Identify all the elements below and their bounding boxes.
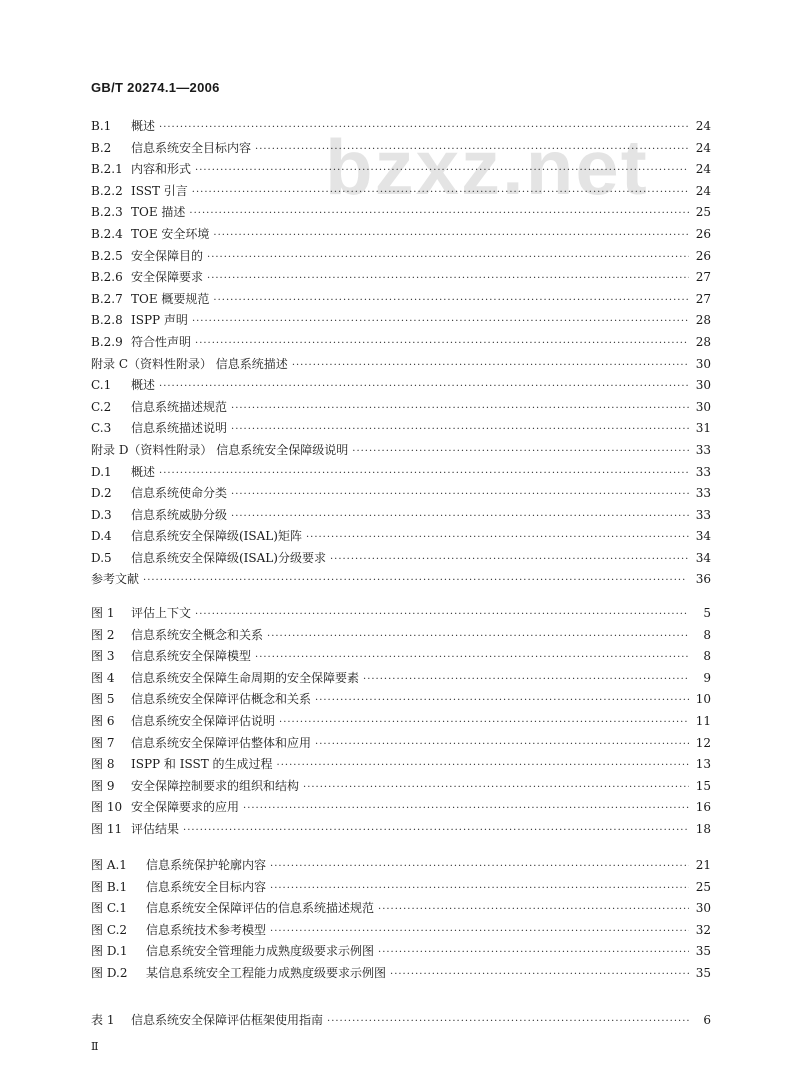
toc-entry-title: 信息系统安全保障评估的信息系统描述规范 [146,901,375,916]
toc-entry-page-number: 30 [695,356,711,371]
toc-dot-leader [352,441,689,463]
toc-tables-section [91,1010,711,1032]
toc-entry-number: 表 1 [91,1013,115,1027]
toc-entry-page-number: 35 [695,965,711,980]
toc-dot-leader [330,549,689,571]
toc-entry[interactable] [91,941,711,963]
toc-dot-leader [231,484,689,506]
toc-entry-number: 图 10 [91,800,123,815]
toc-dot-leader [378,899,689,921]
toc-entry-number: 图 2 [91,627,115,642]
toc-entry-title: 附录 C（资料性附录） 信息系统描述 [91,356,288,371]
toc-entry-title: 信息系统安全保障评估说明 [131,713,276,728]
toc-entry[interactable] [91,797,711,819]
toc-entry-page-number: 26 [695,226,711,241]
toc-entry[interactable] [91,548,711,570]
toc-entry-number: 图 4 [91,670,115,685]
toc-entry-title: 安全保障要求 [131,270,204,285]
toc-entry-number: C.2 [91,399,112,414]
toc-entry-page-number: 31 [695,421,711,436]
toc-dot-leader [195,604,689,626]
toc-dot-leader [192,311,689,333]
toc-entry[interactable] [91,267,711,289]
toc-dot-leader [315,690,689,712]
toc-entry-number: B.2.8 [91,313,123,328]
toc-entry-title: 信息系统安全保障生命周期的安全保障要素 [131,670,360,685]
toc-entry-page-number: 21 [695,858,711,872]
toc-dot-leader [277,755,689,777]
toc-entry-title: 信息系统保护轮廓内容 [146,858,267,872]
toc-entry[interactable] [91,116,711,138]
toc-entry-title: TOE 概要规范 [131,291,210,306]
toc-entry-page-number: 6 [703,1013,711,1027]
toc-entry-page-number: 33 [695,486,711,501]
toc-entry-number: C.1 [91,378,112,393]
toc-entry-page-number: 10 [695,692,711,707]
toc-entry-number: B.2.1 [91,162,123,177]
toc-dot-leader [363,669,689,691]
toc-dot-leader [183,820,689,842]
toc-dot-leader [292,355,689,377]
standard-code-header: GB/T 20274.1—2006 [91,80,220,95]
toc-entry[interactable] [91,375,711,397]
toc-entry-page-number: 36 [695,572,711,587]
toc-entry-page-number: 33 [695,442,711,457]
toc-entry-title: 信息系统技术参考模型 [146,922,267,937]
toc-entry-number: D.2 [91,486,112,501]
toc-entry[interactable] [91,898,711,920]
toc-entry-page-number: 8 [703,627,711,642]
toc-entry-number: D.3 [91,507,112,522]
toc-entry-page-number: 25 [695,879,711,894]
toc-entry[interactable] [91,855,711,877]
toc-dot-leader [231,419,689,441]
toc-entry-page-number: 25 [695,205,711,220]
toc-entry[interactable] [91,776,711,798]
toc-entry[interactable] [91,462,711,484]
toc-entry-page-number: 27 [695,270,711,285]
toc-entry-page-number: 12 [695,735,711,750]
toc-entry-number: 图 1 [91,606,115,620]
toc-entry[interactable] [91,754,711,776]
toc-entry[interactable] [91,689,711,711]
toc-entry-page-number: 8 [703,649,711,664]
toc-entry-title: 信息系统安全保障评估框架使用指南 [131,1013,324,1027]
toc-entry-title: 信息系统安全目标内容 [146,879,267,894]
toc-entry[interactable] [91,483,711,505]
toc-entry-title: 信息系统安全目标内容 [131,140,252,155]
toc-entry-number: 图 A.1 [91,858,127,872]
toc-entry-page-number: 30 [695,901,711,916]
toc-entry-page-number: 30 [695,378,711,393]
toc-entry-page-number: 24 [695,162,711,177]
toc-entry[interactable] [91,646,711,668]
toc-entry-page-number: 9 [703,670,711,685]
toc-entry-number: B.2 [91,140,112,155]
toc-entry-page-number: 24 [695,140,711,155]
toc-dot-leader [195,160,689,182]
toc-entry-title: 信息系统威胁分级 [131,507,228,522]
toc-entry[interactable] [91,138,711,160]
toc-dot-leader [143,570,689,592]
toc-entry-number: D.1 [91,464,112,479]
toc-entry-title: 符合性声明 [131,334,192,349]
toc-entry-title: 信息系统描述说明 [131,421,228,436]
toc-entry[interactable] [91,603,711,625]
toc-entry[interactable] [91,332,711,354]
toc-entry-page-number: 24 [695,119,711,133]
toc-dot-leader [213,225,689,247]
toc-entry-page-number: 30 [695,399,711,414]
toc-dot-leader [213,290,689,312]
toc-entry-title: 信息系统安全保障评估整体和应用 [131,735,312,750]
toc-entry-number: 图 D.1 [91,944,128,959]
toc-entry[interactable] [91,202,711,224]
toc-entry-title: 信息系统使命分类 [131,486,228,501]
toc-entry-number: 图 6 [91,713,115,728]
toc-entry-title: 信息系统安全保障级(ISAL)矩阵 [131,529,302,544]
toc-entry-title: TOE 描述 [131,205,186,220]
toc-dot-leader [270,856,689,878]
toc-entry-number: C.3 [91,421,112,436]
toc-dot-leader [243,798,689,820]
toc-dot-leader [270,921,689,943]
toc-entry-number: B.2.5 [91,248,123,263]
toc-entry[interactable] [91,625,711,647]
toc-entry-number: 图 7 [91,735,115,750]
toc-entry-page-number: 27 [695,291,711,306]
toc-dot-leader [231,506,689,528]
toc-entry-page-number: 15 [695,778,711,793]
watermark-text: bzxz.net [325,123,649,211]
toc-entry-number: 图 3 [91,649,115,664]
toc-dot-leader [303,777,689,799]
toc-entry-title: 附录 D（资料性附录） 信息系统安全保障级说明 [91,442,349,457]
toc-main-section [91,116,711,591]
toc-entry[interactable] [91,354,711,376]
toc-entry-number: 图 B.1 [91,879,128,894]
toc-entry-number: 图 8 [91,757,115,772]
toc-dot-leader [327,1011,689,1033]
toc-entry-title: 内容和形式 [131,162,192,177]
toc-entry-title: 信息系统安全保障级(ISAL)分级要求 [131,550,326,565]
toc-entry-title: 评估结果 [131,821,180,836]
toc-entry-number: 图 5 [91,692,115,707]
toc-entry-number: B.2.9 [91,334,123,349]
toc-entry-page-number: 34 [695,529,711,544]
toc-entry-page-number: 32 [695,922,711,937]
toc-entry-page-number: 11 [695,713,711,728]
toc-entry-number: 图 C.1 [91,901,128,916]
toc-entry[interactable] [91,159,711,181]
toc-entry[interactable] [91,418,711,440]
toc-dot-leader [231,398,689,420]
toc-entry[interactable] [91,963,711,985]
toc-entry-number: 图 D.2 [91,965,128,980]
toc-entry[interactable] [91,877,711,899]
toc-entry[interactable] [91,668,711,690]
toc-entry-title: TOE 安全环境 [131,226,210,241]
page-number-footer: Ⅱ [91,1040,99,1053]
toc-dot-leader [189,203,689,225]
toc-dot-leader [267,626,689,648]
toc-entry-title: 评估上下文 [131,606,192,620]
toc-entry-page-number: 18 [695,821,711,836]
toc-entry-title: 信息系统安全管理能力成熟度级要求示例图 [146,944,375,959]
toc-dot-leader [315,734,689,756]
toc-figures-section [91,603,711,841]
toc-entry-page-number: 28 [695,313,711,328]
toc-entry-number: 图 9 [91,778,115,793]
toc-entry-title: ISPP 和 ISST 的生成过程 [131,757,273,772]
toc-dot-leader [159,117,689,139]
toc-dot-leader [207,247,689,269]
toc-entry-number: 图 11 [91,821,123,836]
toc-entry-page-number: 33 [695,507,711,522]
toc-entry-title: 概述 [131,378,156,393]
toc-entry-title: 安全保障要求的应用 [131,800,240,815]
toc-entry-number: B.2.6 [91,270,123,285]
toc-dot-leader [207,268,689,290]
toc-entry-page-number: 34 [695,550,711,565]
toc-entry-number: B.2.7 [91,291,123,306]
toc-entry-title: 安全保障目的 [131,248,204,263]
toc-entry-title: 概述 [131,119,156,133]
toc-dot-leader [255,139,689,161]
toc-dot-leader [390,964,689,986]
toc-entry[interactable] [91,181,711,203]
toc-entry-number: B.2.4 [91,226,123,241]
toc-entry-page-number: 24 [695,183,711,198]
toc-entry-page-number: 5 [703,606,711,620]
toc-annex-figures-section [91,855,711,985]
toc-dot-leader [270,878,689,900]
toc-entry-title: 安全保障控制要求的组织和结构 [131,778,300,793]
toc-entry[interactable] [91,246,711,268]
toc-entry-number: B.2.3 [91,205,123,220]
toc-entry-title: ISPP 声明 [131,313,188,328]
toc-entry[interactable] [91,505,711,527]
toc-entry-page-number: 26 [695,248,711,263]
toc-dot-leader [195,333,689,355]
toc-entry-title: 概述 [131,464,156,479]
toc-dot-leader [306,527,689,549]
toc-entry-title: 参考文献 [91,572,140,587]
toc-entry-title: 信息系统安全保障模型 [131,649,252,664]
toc-dot-leader [192,182,689,204]
toc-dot-leader [159,376,689,398]
toc-dot-leader [378,942,689,964]
toc-entry-number: 图 C.2 [91,922,128,937]
toc-entry[interactable] [91,397,711,419]
toc-entry[interactable] [91,819,711,841]
toc-entry[interactable] [91,526,711,548]
toc-entry[interactable] [91,224,711,246]
toc-entry[interactable] [91,569,711,591]
toc-entry-page-number: 33 [695,464,711,479]
toc-entry-number: B.2.2 [91,183,123,198]
toc-entry-title: ISST 引言 [131,183,188,198]
toc-dot-leader [255,647,689,669]
toc-entry-page-number: 28 [695,334,711,349]
toc-entry-number: D.5 [91,550,112,565]
toc-entry[interactable] [91,920,711,942]
toc-entry-title: 信息系统安全保障评估概念和关系 [131,692,312,707]
toc-entry-title: 信息系统描述规范 [131,399,228,414]
toc-entry-page-number: 16 [695,800,711,815]
toc-entry[interactable] [91,289,711,311]
toc-entry-title: 信息系统安全概念和关系 [131,627,264,642]
toc-dot-leader [279,712,689,734]
toc-entry-title: 某信息系统安全工程能力成熟度级要求示例图 [146,965,387,980]
toc-entry-page-number: 35 [695,944,711,959]
toc-dot-leader [159,463,689,485]
toc-entry[interactable] [91,1010,711,1032]
toc-entry-number: D.4 [91,529,112,544]
toc-entry[interactable] [91,310,711,332]
toc-entry[interactable] [91,440,711,462]
toc-entry[interactable] [91,733,711,755]
toc-entry-number: B.1 [91,119,112,133]
toc-entry-page-number: 13 [695,757,711,772]
toc-entry[interactable] [91,711,711,733]
